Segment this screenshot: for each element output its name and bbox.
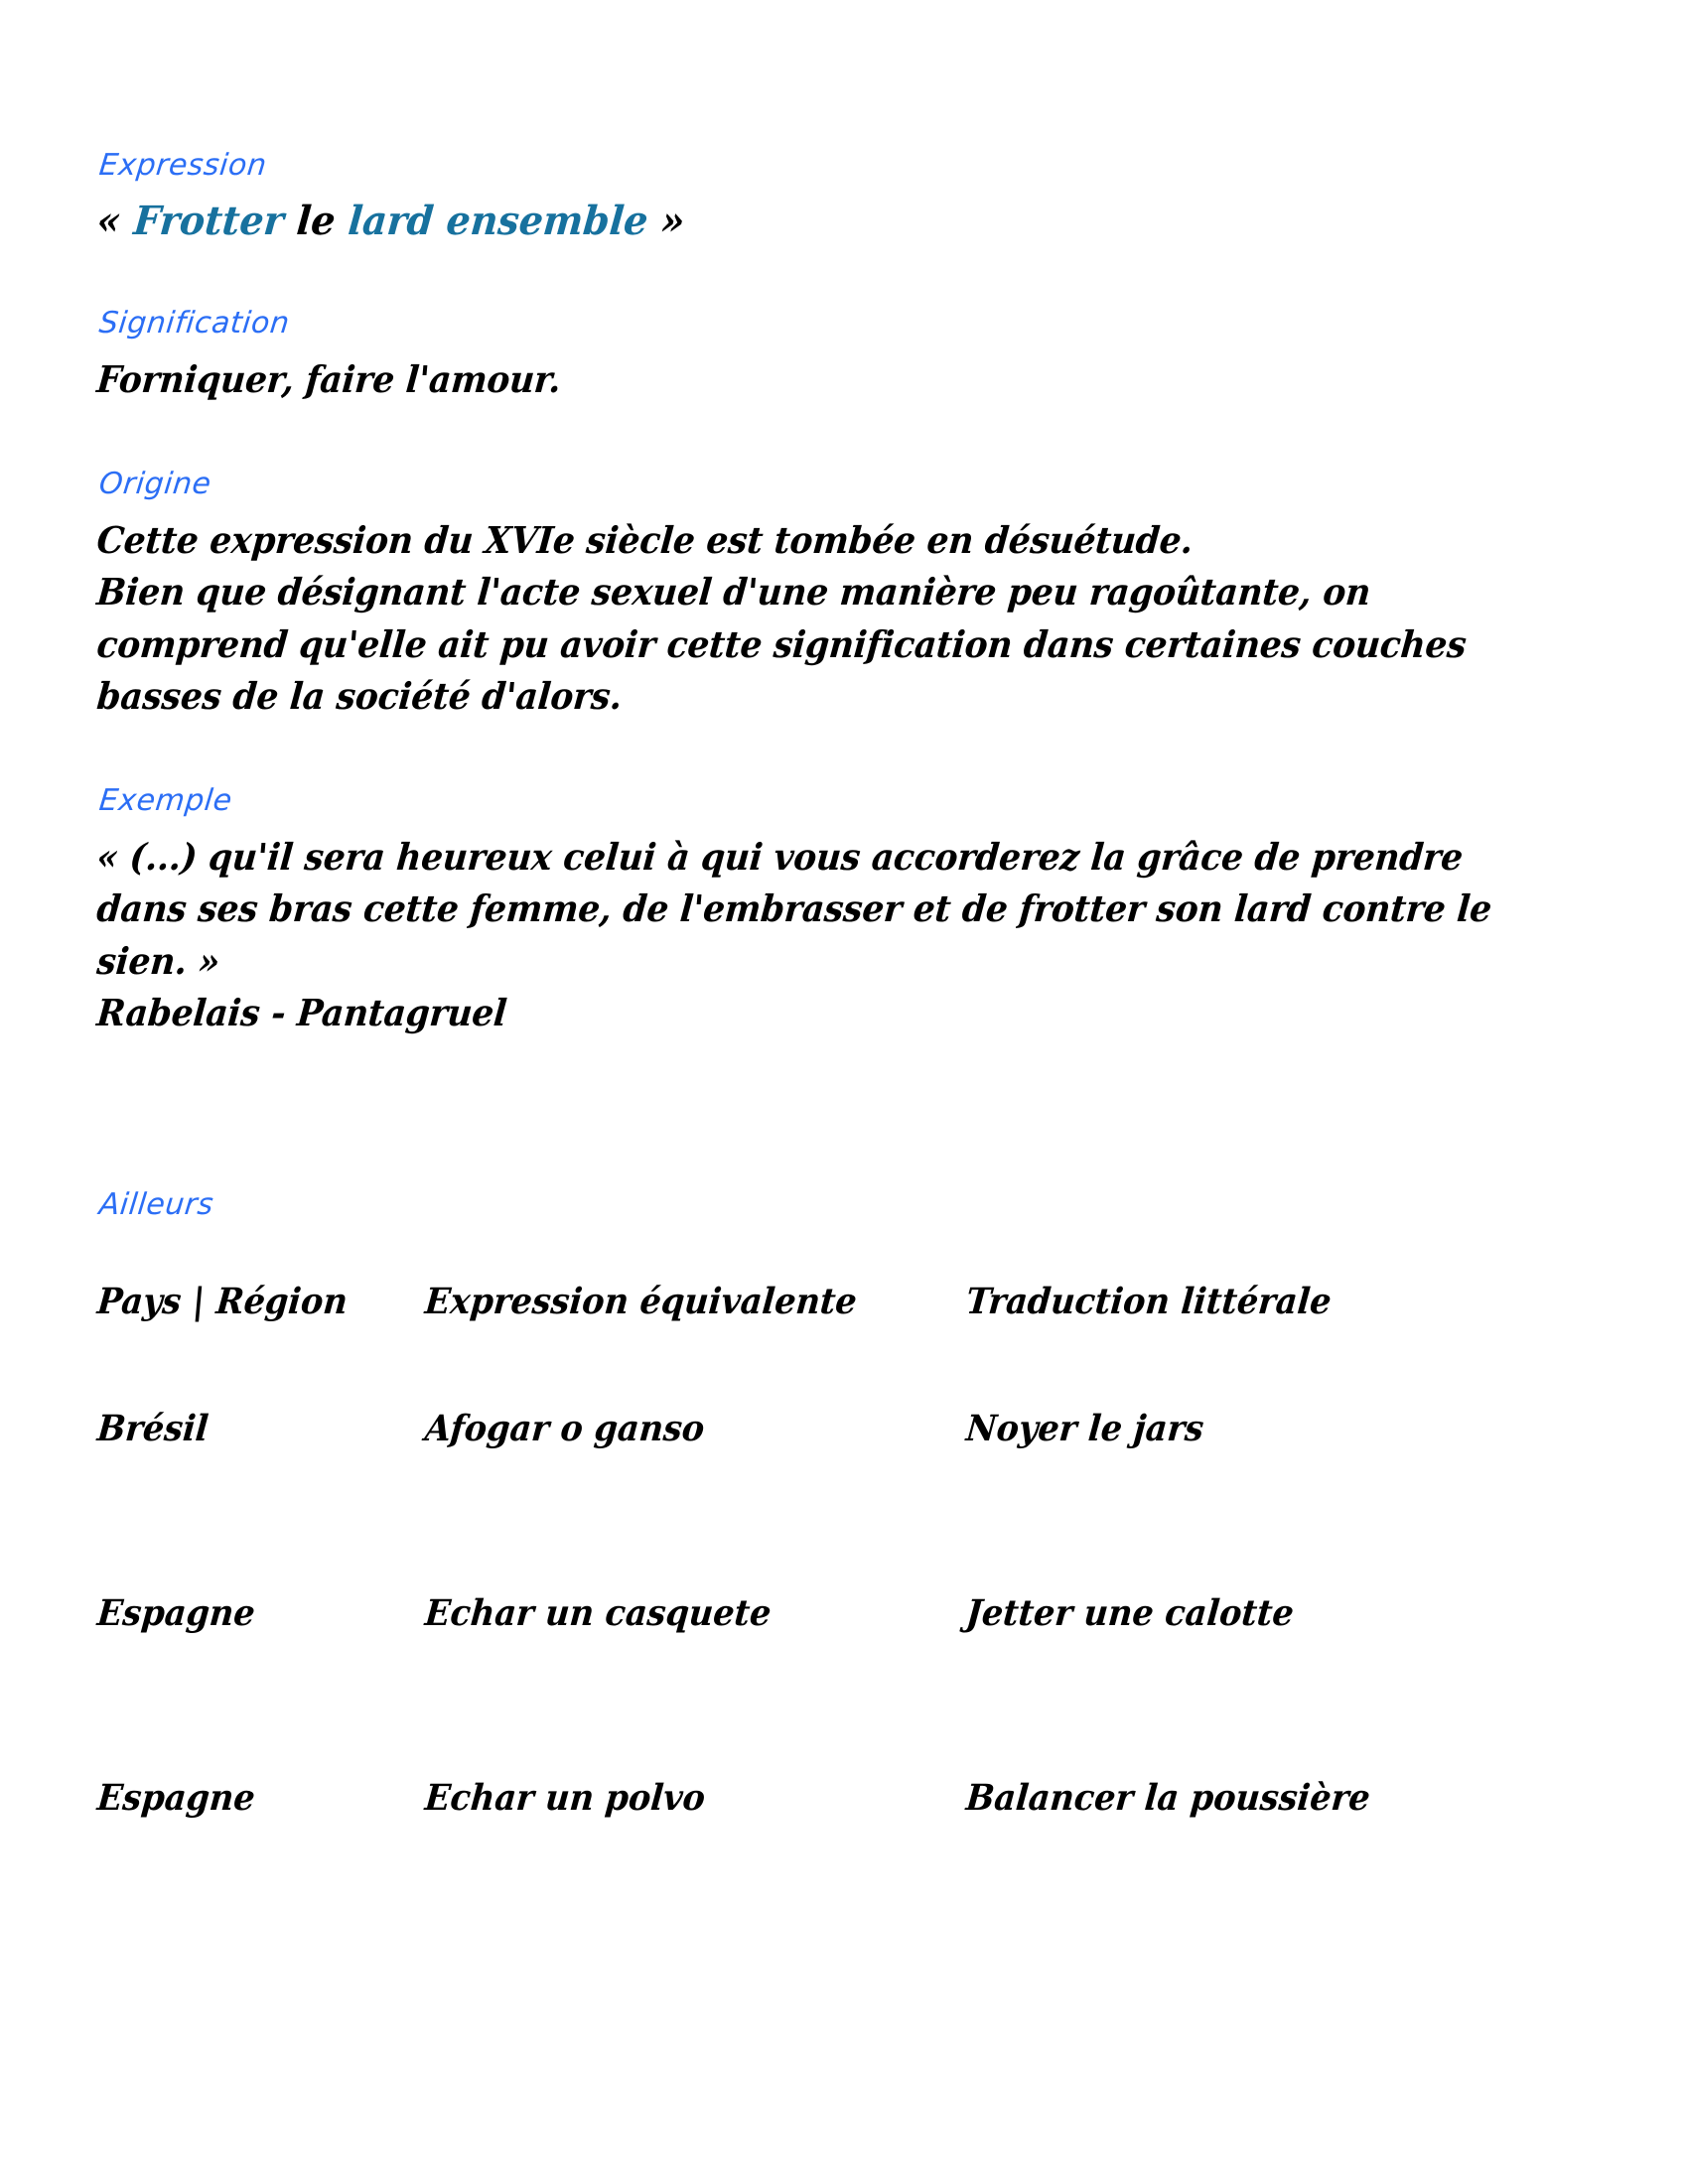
table-header-traduction-litterale xyxy=(964,1280,1410,1408)
heading-expression: Expression xyxy=(97,148,269,183)
signification-text: Forniquer, faire l'amour. xyxy=(94,357,563,401)
table-header-pays-region xyxy=(95,1280,427,1408)
heading-origine: Origine xyxy=(97,466,213,501)
table-cell-expression-label: Afogar o ganso xyxy=(423,1407,707,1449)
table-cell-expression-label: Echar un casquete xyxy=(423,1591,774,1634)
spacer xyxy=(99,817,1509,831)
table-header-expression-equivalente-label: Expression équivalente xyxy=(423,1280,859,1322)
table-cell-expression xyxy=(423,1776,968,1962)
table-cell-translation-label: Jetter une calotte xyxy=(964,1591,1296,1634)
expression-word-le: le xyxy=(294,198,338,244)
table-cell-translation xyxy=(964,1776,1410,1962)
section-exemple xyxy=(94,782,1509,1039)
table-cell-country-label: Espagne xyxy=(95,1591,257,1634)
table-row xyxy=(99,1408,1410,1592)
table-cell-country-label: Brésil xyxy=(95,1407,211,1449)
table-cell-expression-label: Echar un polvo xyxy=(423,1776,707,1819)
table-header-traduction-litterale-label: Traduction littérale xyxy=(964,1280,1334,1322)
table-cell-country xyxy=(95,1591,427,1777)
table-row xyxy=(99,1592,1410,1777)
spacer xyxy=(99,182,1509,196)
section-origine xyxy=(94,466,1509,723)
table-header-pays-region-label: Pays | Région xyxy=(95,1280,350,1322)
exemple-source: Rabelais - Pantagruel xyxy=(94,991,509,1035)
table-cell-translation-label: Balancer la poussière xyxy=(964,1776,1372,1819)
exemple-line-1: « (...) qu'il sera heureux celui à qui vous accorderez la grâce de prendre xyxy=(94,834,1465,879)
origine-line-3: comprend qu'elle ait pu avoir cette signification dans certaines couches xyxy=(94,621,1469,666)
expression-word-frotter: Frotter xyxy=(131,198,286,244)
quote-open-guillemet: « xyxy=(94,198,123,244)
table-cell-translation xyxy=(964,1407,1410,1592)
expression-word-lard-ensemble: lard ensemble xyxy=(346,198,650,244)
spacer xyxy=(99,340,1509,353)
section-expression xyxy=(94,148,1509,247)
heading-signification: Signification xyxy=(97,306,292,341)
table-cell-expression xyxy=(423,1591,968,1777)
table-cell-translation-label: Noyer le jars xyxy=(964,1407,1205,1449)
origine-line-4: basses de la société d'alors. xyxy=(94,674,625,719)
section-signification xyxy=(94,306,1509,406)
table-cell-country-label: Espagne xyxy=(95,1776,257,1819)
table-cell-expression xyxy=(423,1407,968,1592)
table-cell-translation xyxy=(964,1591,1410,1777)
document-content xyxy=(94,148,1509,1962)
spacer xyxy=(99,500,1509,514)
section-ailleurs xyxy=(95,1186,1509,1962)
expression-title xyxy=(94,196,1439,247)
ailleurs-table xyxy=(95,1280,1410,1962)
table-cell-country xyxy=(95,1776,427,1962)
origine-line-2: Bien que désignant l'acte sexuel d'une manière peu ragoûtante, on xyxy=(94,570,1373,614)
exemple-line-2: dans ses bras cette femme, de l'embrasser et de frotter son lard contre le xyxy=(94,887,1494,931)
table-row xyxy=(99,1777,1410,1962)
heading-exemple: Exemple xyxy=(97,782,234,818)
table-header-expression-equivalente xyxy=(423,1280,968,1408)
quote-close-guillemet: » xyxy=(658,198,687,244)
table-cell-country xyxy=(95,1407,427,1592)
exemple-line-3: sien. » xyxy=(94,938,222,983)
heading-ailleurs: Ailleurs xyxy=(97,1186,215,1222)
table-header-row xyxy=(99,1281,1410,1408)
origine-line-1: Cette expression du XVIe siècle est tombée en désuétude. xyxy=(94,517,1196,562)
